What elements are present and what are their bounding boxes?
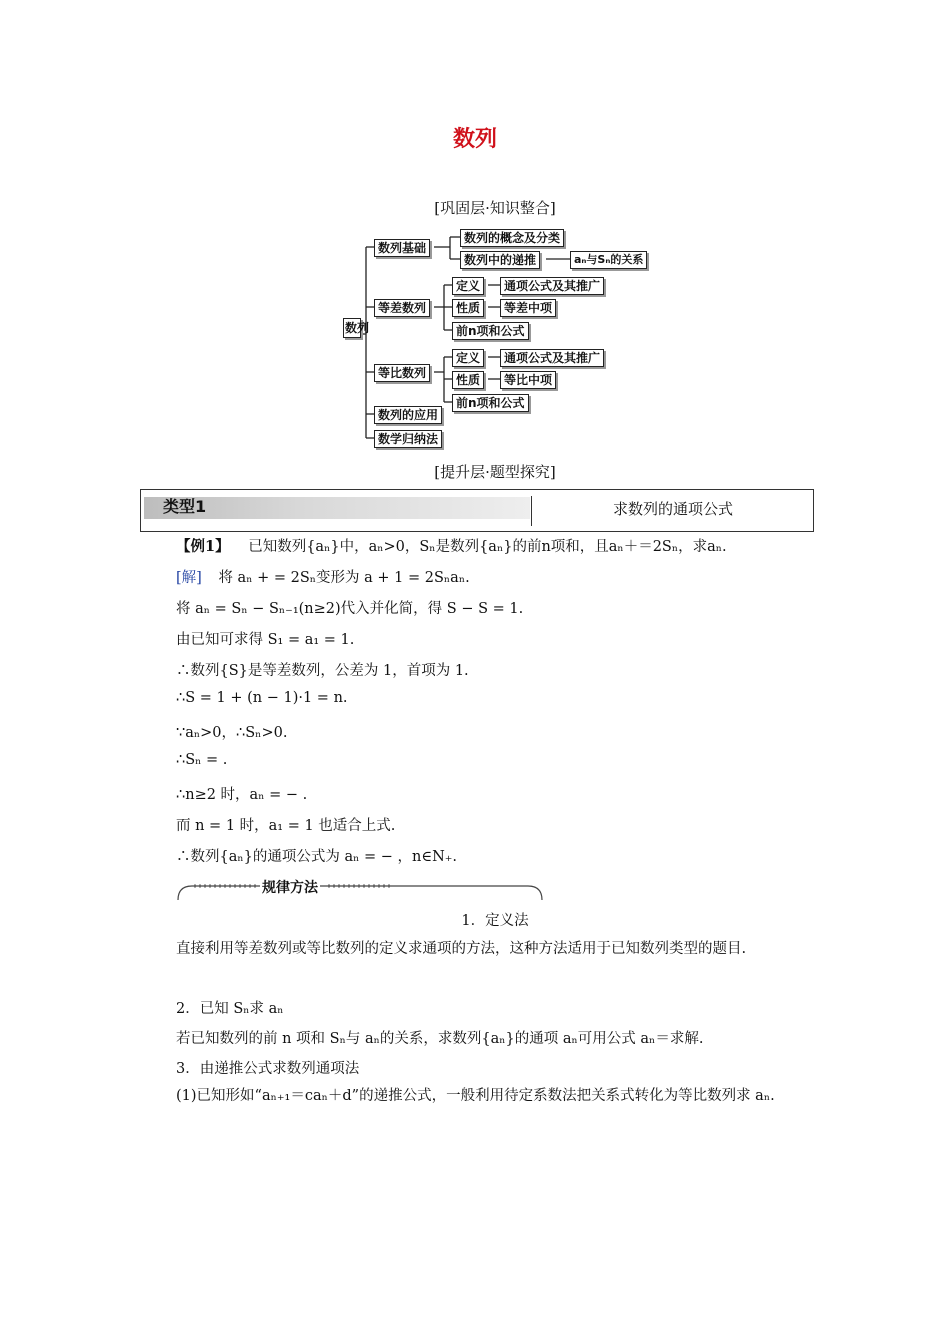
solution-line-1 xyxy=(176,566,470,587)
method-header-title: 规律方法 xyxy=(260,877,320,897)
solution-line-3: 由已知可求得 S₁ = a₁ = 1. xyxy=(176,632,355,648)
method-header xyxy=(176,880,544,902)
map-node-arith-formula: 通项公式及其推广 xyxy=(500,277,604,295)
solution-line-10: ∴数列{aₙ}的通项公式为 aₙ = − ，n∈N₊. xyxy=(176,849,458,865)
solution-text-1: 将 aₙ + = 2Sₙ变形为 a + 1 = 2Sₙaₙ. xyxy=(218,570,470,586)
banner-title: 求数列的通项公式 xyxy=(612,500,733,518)
map-connectors xyxy=(0,0,950,470)
method-3-text: (1)已知形如“aₙ₊₁＝caₙ＋d”的递推公式，一般利用待定系数法把关系式转化为等比数列求 aₙ. xyxy=(176,1088,775,1104)
method-1-heading: 1．定义法 xyxy=(461,913,529,929)
method-3-heading: 3．由递推公式求数列通项法 xyxy=(176,1061,360,1077)
map-node-concept: 数列的概念及分类 xyxy=(460,229,564,247)
solution-tag: [解] xyxy=(176,570,202,586)
map-node-arith-mid: 等差中项 xyxy=(500,299,556,317)
section-heading-consolidate: [巩固层·知识整合] xyxy=(434,199,556,217)
method-1-text: 直接利用等差数列或等比数列的定义求通项的方法，这种方法适用于已知数列类型的题目. xyxy=(176,941,747,957)
example-text: 已知数列{aₙ}中，aₙ>0，Sₙ是数列{aₙ}的前n项和，且aₙ＋＝2Sₙ，求aₙ. xyxy=(248,539,727,555)
map-node-geo-mid: 等比中项 xyxy=(500,371,556,389)
section-heading-advance: [提升层·题型探究] xyxy=(434,463,556,481)
map-node-an-sn: aₙ与Sₙ的关系 xyxy=(570,251,647,269)
map-node-arith-sum: 前n项和公式 xyxy=(452,322,529,340)
map-node-geo-sum: 前n项和公式 xyxy=(452,394,529,412)
map-node-root: 数列 xyxy=(343,318,361,338)
example-line xyxy=(176,535,727,556)
solution-line-2: 将 aₙ = Sₙ − Sₙ₋₁(n≥2)代入并化简，得 S − S = 1. xyxy=(176,601,524,617)
map-node-geometric: 等比数列 xyxy=(374,364,430,382)
map-node-basics: 数列基础 xyxy=(374,239,430,257)
solution-line-5: ∴S = 1 + (n − 1)·1 = n. xyxy=(176,690,348,706)
map-node-geo-prop: 性质 xyxy=(452,371,484,389)
map-node-arith-def: 定义 xyxy=(452,277,484,295)
knowledge-map xyxy=(0,0,950,470)
map-node-geo-def: 定义 xyxy=(452,349,484,367)
banner-divider xyxy=(531,496,532,526)
solution-line-8: ∴n≥2 时，aₙ = − . xyxy=(176,787,308,803)
map-node-arithmetic: 等差数列 xyxy=(374,299,430,317)
solution-line-4: ∴数列{S}是等差数列，公差为 1，首项为 1. xyxy=(176,663,469,679)
method-2-text: 若已知数列的前 n 项和 Sₙ与 aₙ的关系，求数列{aₙ}的通项 aₙ可用公式 aₙ＝求解. xyxy=(176,1031,704,1047)
method-header-frame xyxy=(176,880,544,902)
solution-line-6: ∵aₙ>0，∴Sₙ>0. xyxy=(176,725,288,741)
map-node-geo-formula: 通项公式及其推广 xyxy=(500,349,604,367)
solution-line-9: 而 n = 1 时，a₁ = 1 也适合上式. xyxy=(176,818,396,834)
example-label: 【例1】 xyxy=(176,538,230,555)
banner-tag: 类型1 xyxy=(163,497,207,516)
map-node-apply: 数列的应用 xyxy=(374,406,442,424)
type-banner xyxy=(140,489,814,532)
method-2-heading: 2．已知 Sₙ求 aₙ xyxy=(176,1001,284,1017)
solution-line-7: ∴Sₙ = . xyxy=(176,752,228,768)
map-node-recursion: 数列中的递推 xyxy=(460,251,540,269)
map-node-induction: 数学归纳法 xyxy=(374,430,442,448)
map-node-arith-prop: 性质 xyxy=(452,299,484,317)
page-title: 数列 xyxy=(452,127,497,152)
